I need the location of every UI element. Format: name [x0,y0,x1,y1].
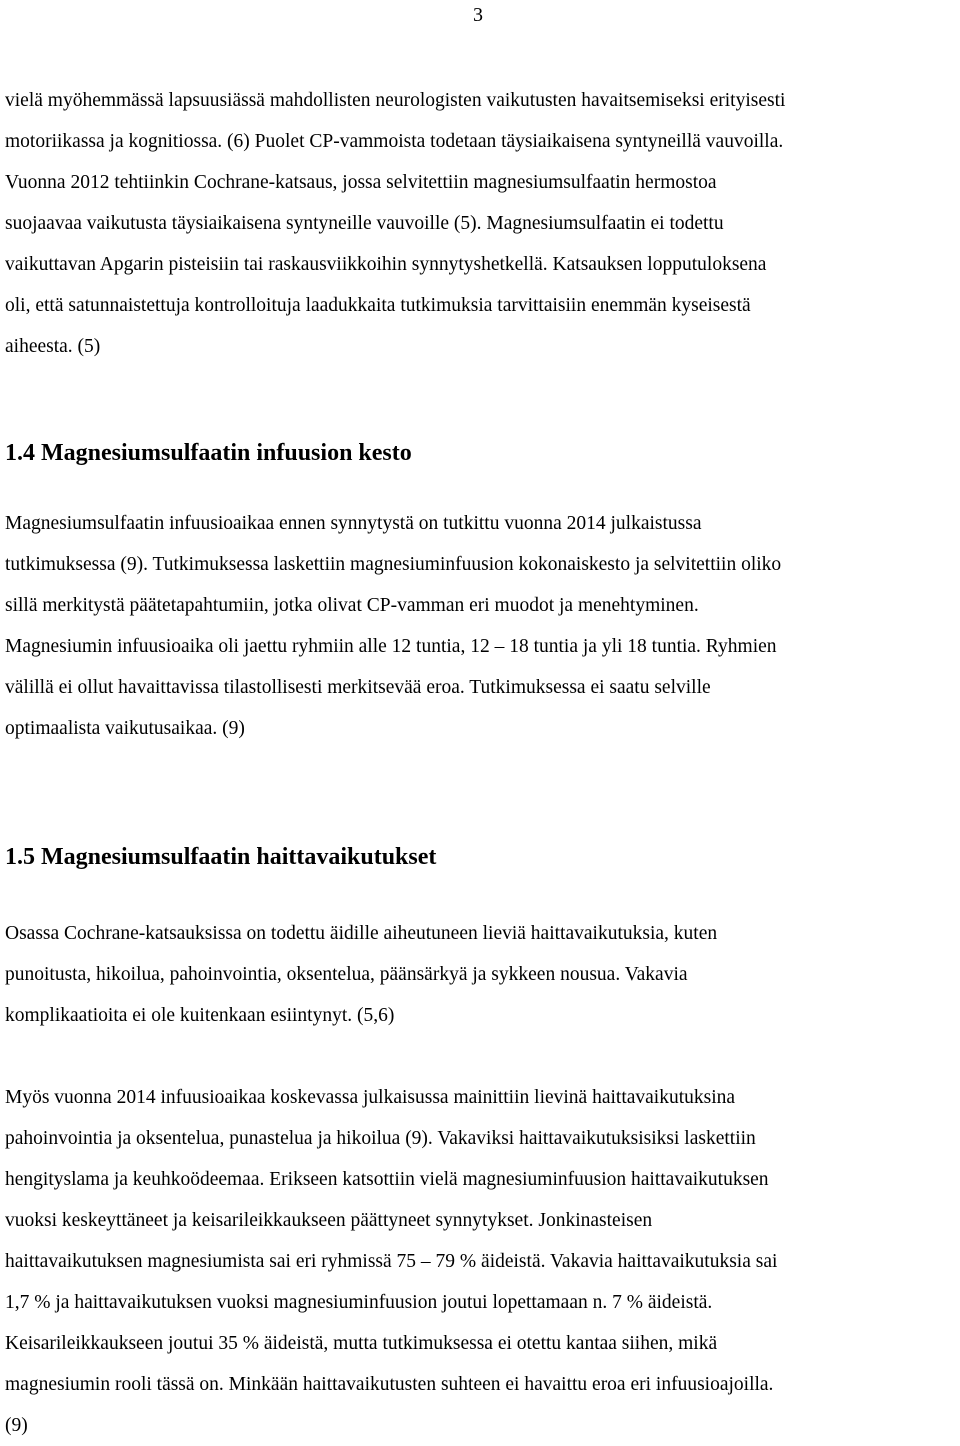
text-line: välillä ei ollut havaittavissa tilastollisesti merkitsevää eroa. Tutkimuksessa ei saatu selville [5,677,711,698]
page-number: 3 [473,4,483,26]
text-line: hengityslama ja keuhkoödeemaa. Erikseen katsottiin vielä magnesiuminfuusion haittavaikutuksen [5,1169,769,1190]
text-line: Osassa Cochrane-katsauksissa on todettu äidille aiheutuneen lieviä haittavaikutuksia, kuten [5,923,718,944]
text-line: suojaavaa vaikutusta täysiaikaisena syntyneille vauvoille (5). Magnesiumsulfaatin ei todettu [5,213,724,234]
text-line: punoitusta, hikoilua, pahoinvointia, oksentelua, päänsärkyä ja sykkeen nousua. Vakavia [5,964,688,985]
text-line: haittavaikutuksen magnesiumista sai eri ryhmissä 75 – 79 % äideistä. Vakavia haittavaikutuksia sai [5,1251,778,1272]
text-line: pahoinvointia ja oksentelua, punastelua ja hikoilua (9). Vakaviksi haittavaikutuksisiksi laskettiin [5,1128,756,1149]
text-line: vuoksi keskeyttäneet ja keisarileikkaukseen päättyneet synnytykset. Jonkinasteisen [5,1210,653,1231]
paragraph-infusion-duration [5,503,960,749]
text-line: Vuonna 2012 tehtiinkin Cochrane-katsaus, jossa selvitettiin magnesiumsulfaatin hermostoa [5,172,717,193]
text-line: motoriikassa ja kognitiossa. (6) Puolet CP-vammoista todetaan täysiaikaisena syntyneillä vauvoilla. [5,131,784,152]
text-line: oli, että satunnaistettuja kontrolloituja laadukkaita tutkimuksia tarvittaisiin enemmän kyseisestä [5,295,751,316]
text-line: sillä merkitystä päätetapahtumiin, jotka olivat CP-vamman eri muodot ja menehtyminen. [5,595,699,616]
paragraph-intro-continuation [5,80,960,367]
paragraph-side-effects-cochrane [5,913,960,1036]
text-line: magnesiumin rooli tässä on. Minkään haittavaikutusten suhteen ei havaittu eroa eri infuusioajoilla. [5,1374,774,1395]
text-line: (9) [5,1415,28,1436]
text-line: komplikaatioita ei ole kuitenkaan esiintynyt. (5,6) [5,1005,395,1026]
text-line: Myös vuonna 2014 infuusioaikaa koskevassa julkaisussa mainittiin lievinä haittavaikutuksina [5,1087,736,1108]
section-heading-infusion-duration: 1.4 Magnesiumsulfaatin infuusion kesto [5,440,412,466]
text-line: Magnesiumsulfaatin infuusioaikaa ennen synnytystä on tutkittu vuonna 2014 julkaistussa [5,513,702,534]
text-line: aiheesta. (5) [5,336,101,357]
text-line: tutkimuksessa (9). Tutkimuksessa laskettiin magnesiuminfuusion kokonaiskesto ja selvitettiin oliko [5,554,782,575]
text-line: vielä myöhemmässä lapsuusiässä mahdollisten neurologisten vaikutusten havaitsemiseksi erityisesti [5,90,786,111]
paragraph-side-effects-2014 [5,1077,960,1446]
text-line: optimaalista vaikutusaikaa. (9) [5,718,245,739]
text-line: 1,7 % ja haittavaikutuksen vuoksi magnesiuminfuusion joutui lopettamaan n. 7 % äideistä. [5,1292,713,1313]
text-line: vaikuttavan Apgarin pisteisiin tai raskausviikkoihin synnytyshetkellä. Katsauksen lopputuloksena [5,254,767,275]
text-line: Keisarileikkaukseen joutui 35 % äideistä, mutta tutkimuksessa ei otettu kantaa siihen, mikä [5,1333,718,1354]
section-heading-side-effects: 1.5 Magnesiumsulfaatin haittavaikutukset [5,844,437,870]
text-line: Magnesiumin infuusioaika oli jaettu ryhmiin alle 12 tuntia, 12 – 18 tuntia ja yli 18 tuntia. Ryhmien [5,636,777,657]
